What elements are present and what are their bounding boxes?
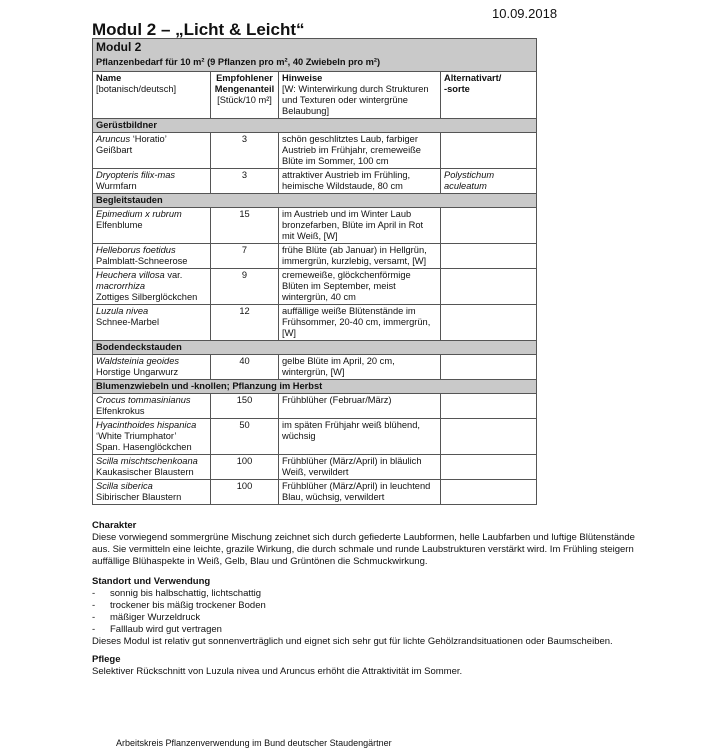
- alternative-cell: [441, 480, 537, 505]
- plant-name-cell: [93, 269, 211, 305]
- table-row: [93, 269, 537, 305]
- german-name-2: Span. Hasenglöckchen: [96, 442, 192, 452]
- charakter-text: Diese vorwiegend sommergrüne Mischung zeichnet sich durch gefiederte Laubformen, helle Laubfarben und luftige Blütenstände aus. Sie vermitteln eine leichte, grazile Wirkung, die durch schmale und runde Laubstrukturen verstärkt wird. Im Frühling steigern auffällige Blühaspekte in Weiß, Gelb, Blau und Grüntönen die Schmuckwirkung.: [92, 532, 635, 567]
- alternative-cell: [441, 394, 537, 419]
- section-header: [93, 380, 537, 394]
- plant-table: [92, 38, 537, 505]
- section-title: Begleitstauden: [93, 194, 537, 208]
- charakter-section: [92, 520, 652, 568]
- botanical-name: Aruncus: [96, 134, 131, 144]
- table-row: [93, 394, 537, 419]
- count-cell: 7: [211, 244, 279, 269]
- plant-name-cell: [93, 394, 211, 419]
- notes-cell: Frühblüher (Februar/März): [279, 394, 441, 419]
- botanical-suffix: var.: [164, 270, 183, 280]
- notes-cell: Frühblüher (März/April) in leuchtend Blau, wüchsig, verwildert: [279, 480, 441, 505]
- standort-heading: Standort und Verwendung: [92, 576, 211, 587]
- notes-cell: im späten Frühjahr weiß blühend, wüchsig: [279, 419, 441, 455]
- section-title: Blumenzwiebeln und -knollen; Pflanzung im Herbst: [93, 380, 537, 394]
- german-name: Horstige Ungarwurz: [96, 367, 179, 377]
- section-title: Gerüstbildner: [93, 119, 537, 133]
- plant-name-cell: [93, 244, 211, 269]
- col-alt: Alternativart/ -sorte: [441, 72, 537, 119]
- footer: Arbeitskreis Pflanzenverwendung im Bund deutscher Staudengärtner: [116, 738, 392, 748]
- botanical-name: Crocus tommasinianus: [96, 395, 191, 405]
- plant-name-cell: [93, 419, 211, 455]
- list-item: - Falllaub wird gut vertragen: [92, 624, 652, 636]
- section-title: Bodendeckstauden: [93, 341, 537, 355]
- count-cell: 12: [211, 305, 279, 341]
- col-count: Empfohlener Mengenanteil [Stück/10 m²]: [211, 72, 279, 119]
- table-row: [93, 480, 537, 505]
- table-row: [93, 208, 537, 244]
- section-header: [93, 194, 537, 208]
- table-row: [93, 244, 537, 269]
- module-label: Modul 2: [96, 40, 142, 54]
- notes-cell: im Austrieb und im Winter Laub bronzefarben, Blüte im April in Rot mit Weiß, [W]: [279, 208, 441, 244]
- alternative-cell: [441, 355, 537, 380]
- german-name: Palmblatt-Schneerose: [96, 256, 188, 266]
- alternative-cell: [441, 455, 537, 480]
- notes-cell: cremeweiße, glöckchenförmige Blüten im September, meist wintergrün, 40 cm: [279, 269, 441, 305]
- german-name: Kaukasischer Blaustern: [96, 467, 194, 477]
- alternative-cell: [441, 244, 537, 269]
- table-row: [93, 419, 537, 455]
- notes-cell: Frühblüher (März/April) in bläulich Weiß, verwildert: [279, 455, 441, 480]
- pflege-heading: Pflege: [92, 654, 121, 665]
- plant-name-cell: [93, 208, 211, 244]
- alternative-cell: [441, 419, 537, 455]
- notes-cell: auffällige weiße Blütenstände im Frühsommer, 20-40 cm, immergrün, [W]: [279, 305, 441, 341]
- count-cell: 100: [211, 480, 279, 505]
- count-cell: 15: [211, 208, 279, 244]
- table-subtitle: Pflanzenbedarf für 10 m² (9 Pflanzen pro m², 40 Zwiebeln pro m²): [96, 57, 381, 67]
- table-header: [93, 39, 537, 72]
- notes-cell: attraktiver Austrieb im Frühling, heimische Wildstaude, 80 cm: [279, 169, 441, 194]
- botanical-name: Luzula nivea: [96, 306, 149, 316]
- col-notes: Hinweise [W: Winterwirkung durch Strukturen und Texturen oder wintergrüne Belaubung]: [279, 72, 441, 119]
- botanical-suffix: ‘Horatio’: [130, 134, 167, 144]
- charakter-heading: Charakter: [92, 520, 137, 531]
- german-name: Elfenblume: [96, 220, 143, 230]
- german-name: Schnee-Marbel: [96, 317, 160, 327]
- count-cell: 50: [211, 419, 279, 455]
- plant-name-cell: [93, 480, 211, 505]
- count-cell: 150: [211, 394, 279, 419]
- notes-cell: frühe Blüte (ab Januar) in Hellgrün, immergrün, kurzlebig, versamt, [W]: [279, 244, 441, 269]
- count-cell: 40: [211, 355, 279, 380]
- column-headers: [93, 72, 537, 119]
- plant-name-cell: [93, 455, 211, 480]
- count-cell: 3: [211, 133, 279, 169]
- botanical-name: Epimedium x rubrum: [96, 209, 182, 219]
- section-header: [93, 341, 537, 355]
- count-cell: 9: [211, 269, 279, 305]
- botanical-name-cont: macrorrhiza: [96, 281, 146, 291]
- col-name: Name [botanisch/deutsch]: [93, 72, 211, 119]
- alternative-cell: [441, 269, 537, 305]
- table-row: [93, 133, 537, 169]
- page-title: Modul 2 – „Licht & Leicht“: [92, 20, 305, 39]
- list-item: - mäßiger Wurzeldruck: [92, 612, 652, 624]
- standort-text: Dieses Modul ist relativ gut sonnenverträglich und eignet sich sehr gut für lichte Gehölzrandsituationen oder Baumscheiben.: [92, 636, 613, 647]
- table-row: [93, 305, 537, 341]
- count-cell: 3: [211, 169, 279, 194]
- alternative-cell: [441, 133, 537, 169]
- document-date: 10.09.2018: [492, 6, 558, 21]
- plant-name-cell: [93, 133, 211, 169]
- pflege-text: Selektiver Rückschnitt von Luzula nivea und Aruncus erhöht die Attraktivität im Sommer.: [92, 666, 463, 677]
- count-cell: 100: [211, 455, 279, 480]
- german-name: ‘White Triumphator’: [96, 431, 177, 441]
- german-name: Geißbart: [96, 145, 133, 155]
- standort-list: [92, 588, 652, 636]
- botanical-name: Helleborus foetidus: [96, 245, 176, 255]
- alternative-cell: Polystichum aculeatum: [441, 169, 537, 194]
- botanical-name: Hyacinthoides hispanica: [96, 420, 197, 430]
- botanical-name: Scilla mischtschenkoana: [96, 456, 198, 466]
- plant-name-cell: [93, 355, 211, 380]
- notes-cell: gelbe Blüte im April, 20 cm, wintergrün, [W]: [279, 355, 441, 380]
- pflege-section: [92, 654, 652, 678]
- standort-section: [92, 576, 652, 648]
- section-header: [93, 119, 537, 133]
- german-name: Zottiges Silberglöckchen: [96, 292, 198, 302]
- german-name: Wurmfarn: [96, 181, 137, 191]
- plant-name-cell: [93, 305, 211, 341]
- list-item: - sonnig bis halbschattig, lichtschattig: [92, 588, 652, 600]
- table-row: [93, 169, 537, 194]
- german-name: Sibirischer Blaustern: [96, 492, 182, 502]
- table-row: [93, 455, 537, 480]
- list-item: - trockener bis mäßig trockener Boden: [92, 600, 652, 612]
- alternative-cell: [441, 305, 537, 341]
- alternative-cell: [441, 208, 537, 244]
- plant-name-cell: [93, 169, 211, 194]
- german-name: Elfenkrokus: [96, 406, 145, 416]
- botanical-name: Dryopteris filix-mas: [96, 170, 176, 180]
- table-row: [93, 355, 537, 380]
- botanical-name: Scilla siberica: [96, 481, 153, 491]
- botanical-name: Heuchera villosa: [96, 270, 165, 280]
- botanical-name: Waldsteinia geoides: [96, 356, 180, 366]
- notes-cell: schön geschlitztes Laub, farbiger Austrieb im Frühjahr, cremeweiße Blüte im Sommer, 100 cm: [279, 133, 441, 169]
